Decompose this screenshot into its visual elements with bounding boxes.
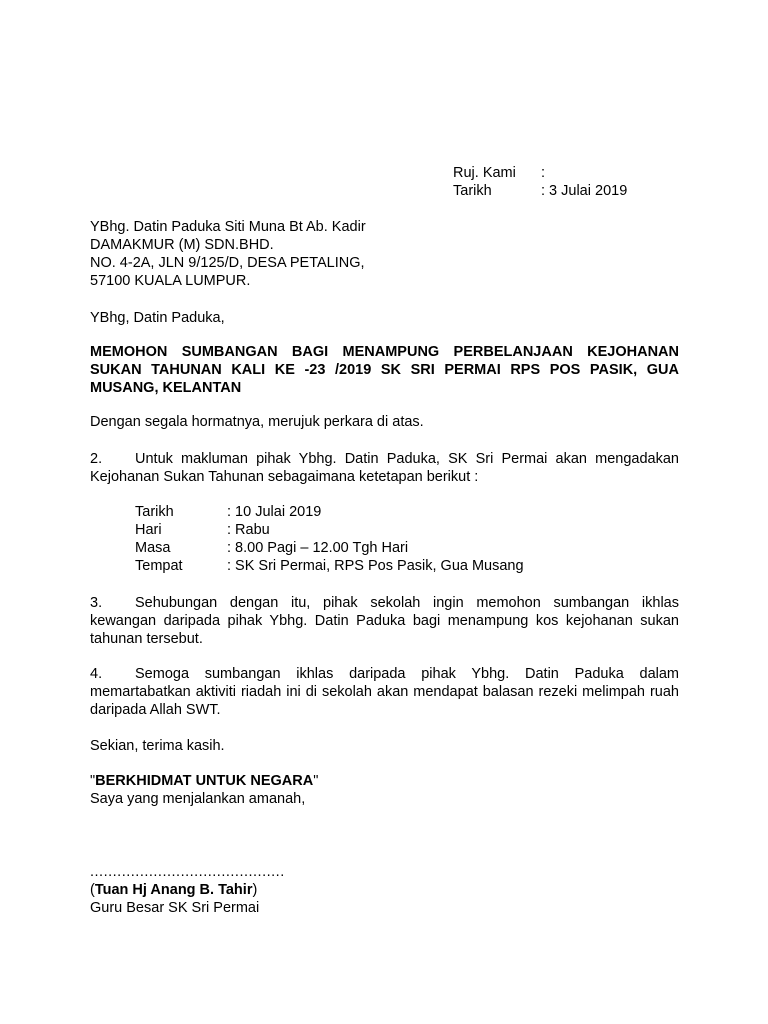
recipient-address-1: NO. 4-2A, JLN 9/125/D, DESA PETALING,	[90, 255, 365, 271]
paragraph-3-number: 3.	[90, 595, 103, 611]
trust-line: Saya yang menjalankan amanah,	[90, 791, 306, 807]
motto-close-quote: "	[313, 773, 319, 789]
paragraph-2	[90, 450, 679, 486]
detail-value: : 10 Julai 2019	[227, 504, 322, 520]
recipient-address-2: 57100 KUALA LUMPUR.	[90, 273, 251, 289]
detail-label: Hari	[135, 522, 162, 538]
paragraph-4	[90, 665, 679, 719]
detail-value: : Rabu	[227, 522, 270, 538]
signatory-name-text: Tuan Hj Anang B. Tahir	[94, 882, 253, 898]
motto-text: BERKHIDMAT UNTUK NEGARA	[95, 773, 314, 789]
signatory-title: Guru Besar SK Sri Permai	[90, 900, 260, 916]
recipient-name: YBhg. Datin Paduka Siti Muna Bt Ab. Kadir	[90, 219, 366, 235]
signatory-name	[90, 881, 257, 899]
opening-line: Dengan segala hormatnya, merujuk perkara di atas.	[90, 414, 424, 430]
motto-open-quote: "	[90, 773, 96, 789]
signatory-close-paren: )	[252, 882, 258, 898]
detail-label: Tarikh	[135, 504, 174, 520]
date-value: : 3 Julai 2019	[541, 183, 628, 199]
paragraph-3	[90, 594, 679, 648]
paragraph-2-text: Untuk makluman pihak Ybhg. Datin Paduka, SK Sri Permai akan mengadakan Kejohanan Sukan Tahunan sebagaimana ketetapan berikut :	[90, 451, 679, 485]
detail-value: : 8.00 Pagi – 12.00 Tgh Hari	[227, 540, 409, 556]
date-label: Tarikh	[453, 183, 492, 199]
subject-heading: MEMOHON SUMBANGAN BAGI MENAMPUNG PERBELANJAAN KEJOHANAN SUKAN TAHUNAN KALI KE -23 /2019 SK SRI PERMAI RPS POS PASIK, GUA MUSANG, KELANTAN	[90, 344, 679, 396]
paragraph-3-text: Sehubungan dengan itu, pihak sekolah ingin memohon sumbangan ikhlas kewangan daripada pihak Ybhg. Datin Paduka bagi menampung kos kejohanan sukan tahunan tersebut.	[90, 595, 679, 647]
signature-line: ...........................................	[90, 864, 285, 880]
signatory-open-paren: (	[90, 882, 95, 898]
detail-label: Tempat	[135, 558, 183, 574]
paragraph-4-text: Semoga sumbangan ikhlas daripada pihak Ybhg. Datin Paduka dalam memartabatkan aktiviti riadah ini di sekolah akan mendapat balasan rezeki melimpah ruah daripada Allah SWT.	[90, 666, 679, 718]
detail-value: : SK Sri Permai, RPS Pos Pasik, Gua Musang	[227, 558, 524, 574]
detail-label: Masa	[135, 540, 171, 556]
paragraph-2-number: 2.	[90, 451, 103, 467]
motto	[90, 772, 318, 790]
closing-line: Sekian, terima kasih.	[90, 738, 225, 754]
ref-label: Ruj. Kami	[453, 165, 516, 181]
ref-value: :	[541, 165, 546, 181]
paragraph-4-number: 4.	[90, 666, 103, 682]
salutation: YBhg, Datin Paduka,	[90, 310, 225, 326]
recipient-company: DAMAKMUR (M) SDN.BHD.	[90, 237, 274, 253]
